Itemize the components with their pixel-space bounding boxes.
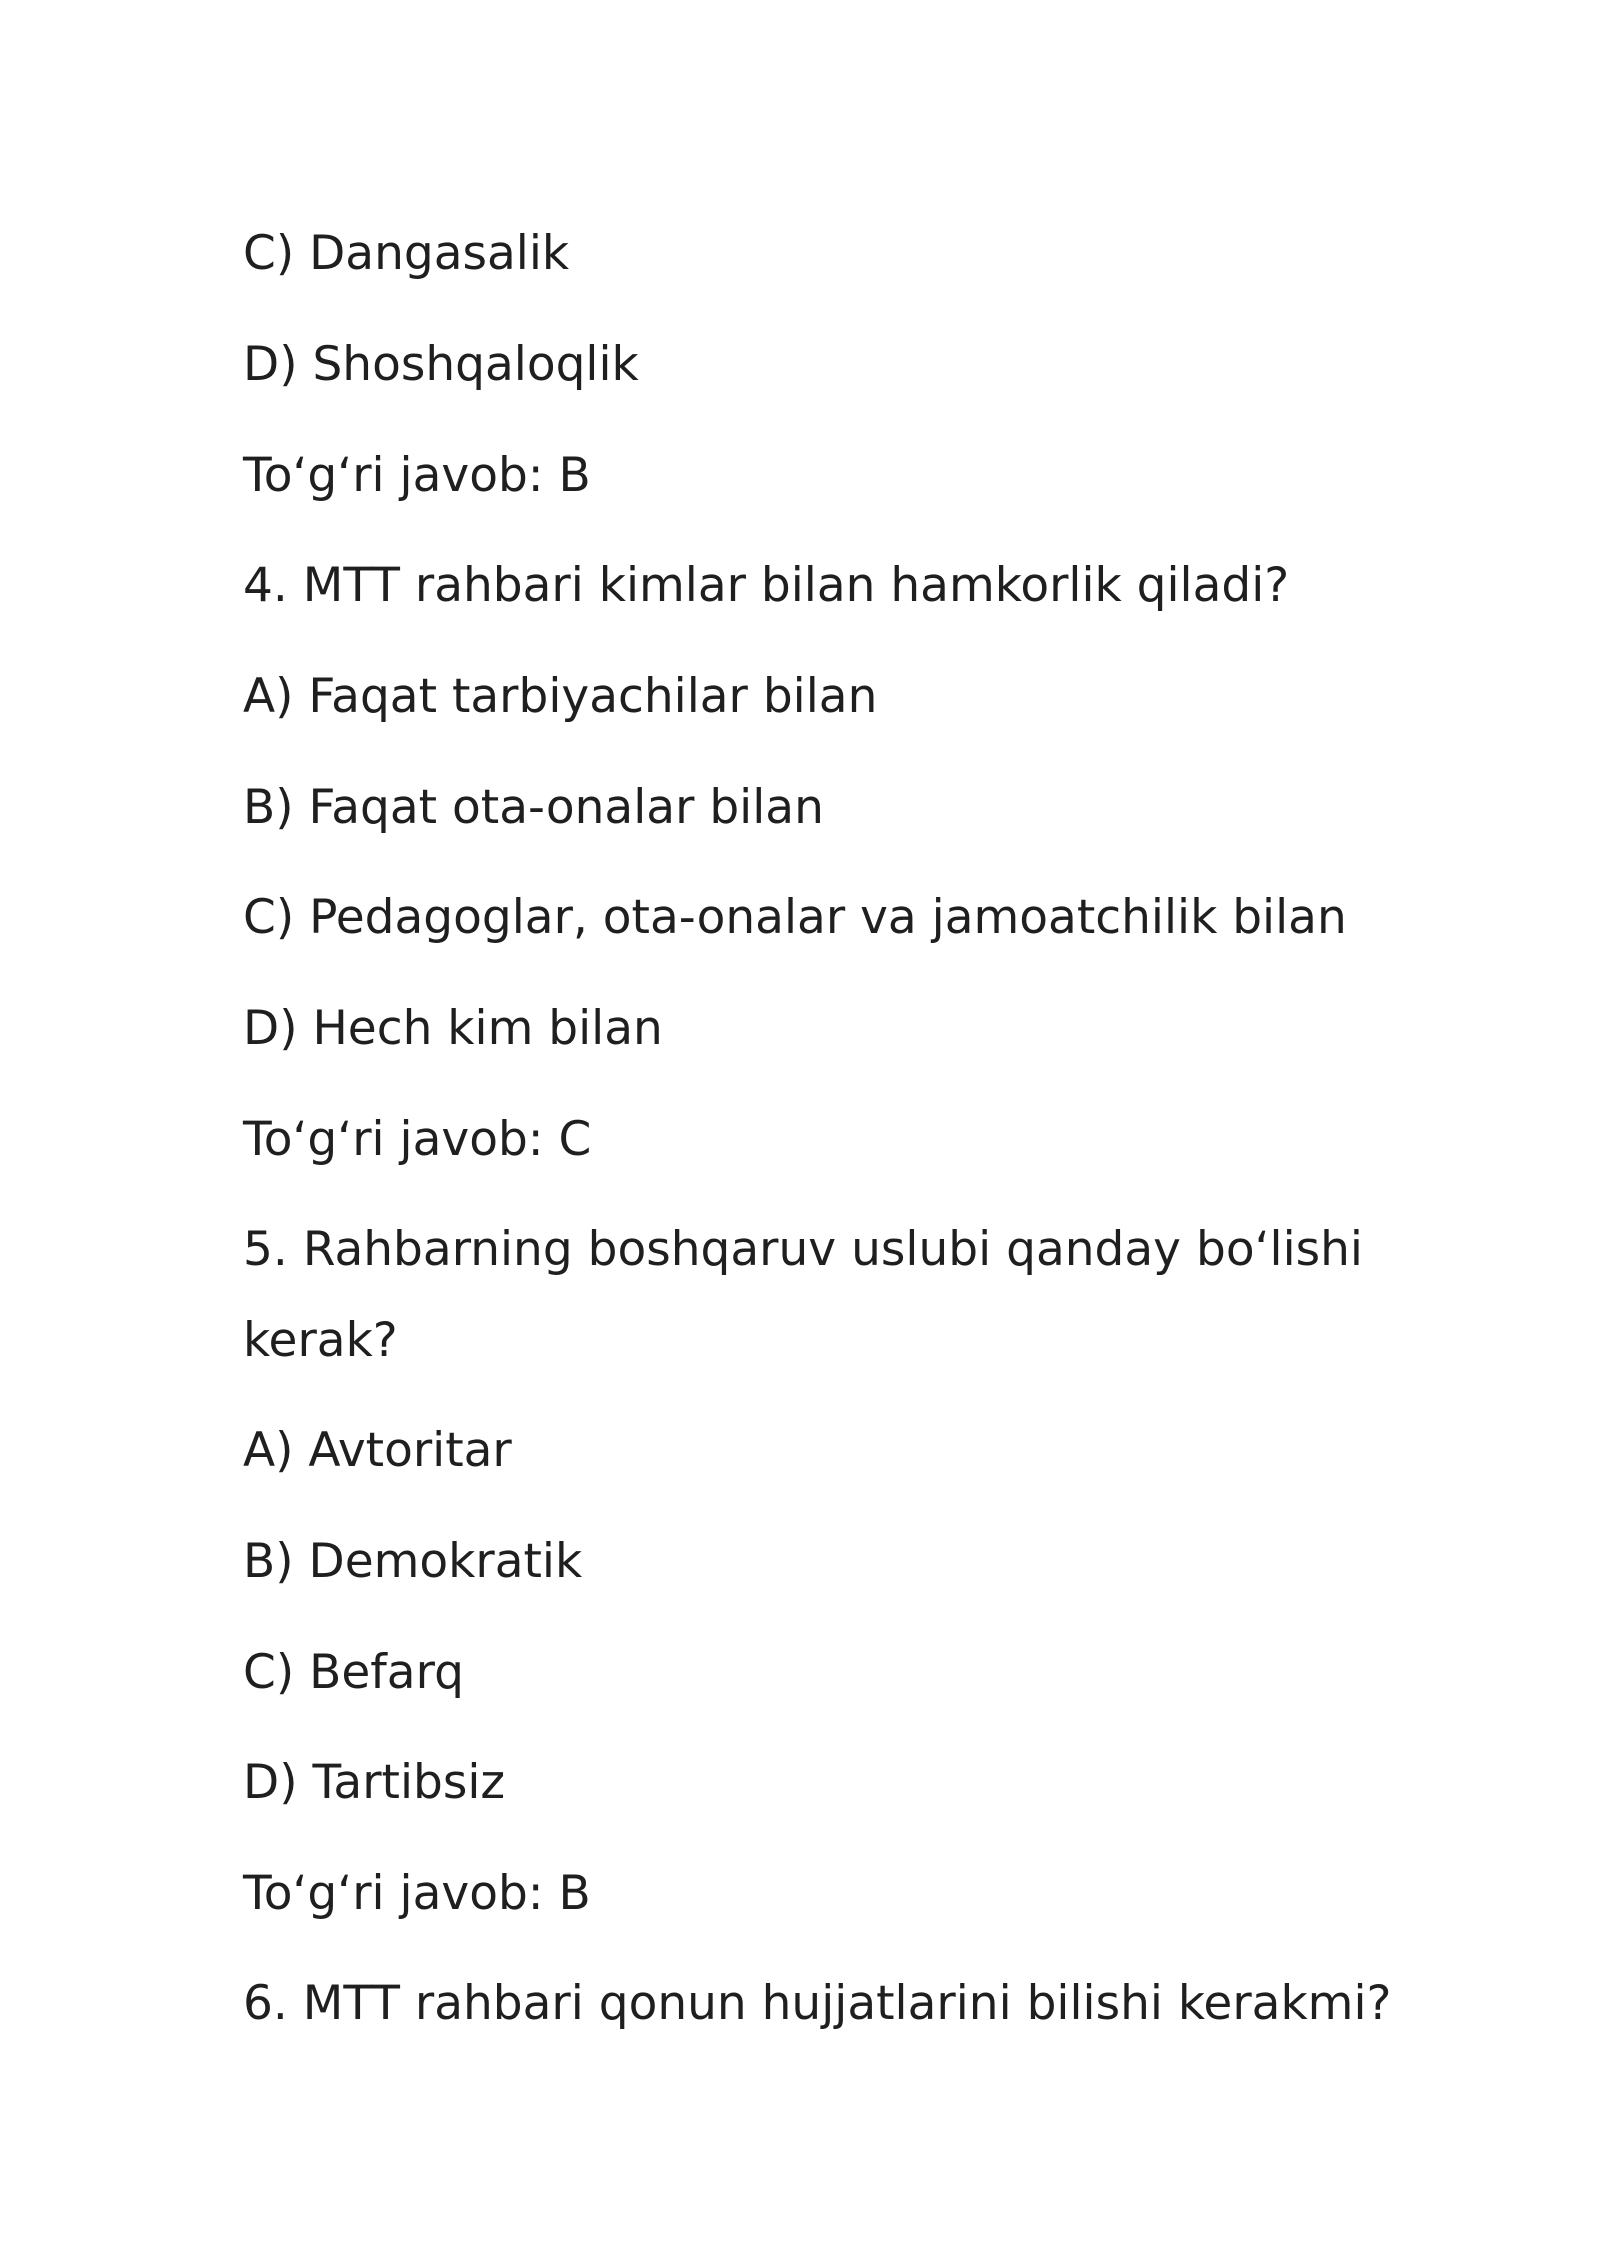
q5-word: Rahbarning <box>302 1222 573 1277</box>
q4-option-b: B) Faqat ota-onalar bilan <box>243 780 824 835</box>
q3-option-c: C) Dangasalik <box>243 226 570 281</box>
q5-word: qanday <box>1006 1222 1181 1277</box>
q4-question: 4. MTT rahbari kimlar bilan hamkorlik qiladi? <box>243 558 1290 613</box>
q3-option-d: D) Shoshqaloqlik <box>243 337 639 392</box>
q4-correct-answer: To‘g‘ri javob: C <box>243 1112 592 1167</box>
q5-word: uslubi <box>851 1222 992 1277</box>
q4-option-a: A) Faqat tarbiyachilar bilan <box>243 669 878 724</box>
q5-question-line-2: kerak? <box>243 1313 398 1368</box>
q5-option-d: D) Tartibsiz <box>243 1755 506 1810</box>
q4-option-d: D) Hech kim bilan <box>243 1001 663 1056</box>
q5-correct-answer: To‘g‘ri javob: B <box>243 1866 591 1921</box>
q3-correct-answer: To‘g‘ri javob: B <box>243 448 591 503</box>
q5-word: 5. <box>243 1222 288 1277</box>
q5-option-c: C) Befarq <box>243 1645 464 1700</box>
q4-option-c: C) Pedagoglar, ota-onalar va jamoatchilik bilan <box>243 890 1347 945</box>
q5-word: bo‘lishi <box>1196 1222 1363 1277</box>
q5-word: boshqaruv <box>587 1222 837 1277</box>
q5-option-a: A) Avtoritar <box>243 1423 512 1478</box>
q5-option-b: B) Demokratik <box>243 1534 583 1589</box>
q6-question: 6. MTT rahbari qonun hujjatlarini bilishi kerakmi? <box>243 1976 1392 2031</box>
q5-question-line-1 <box>243 1222 1363 1278</box>
